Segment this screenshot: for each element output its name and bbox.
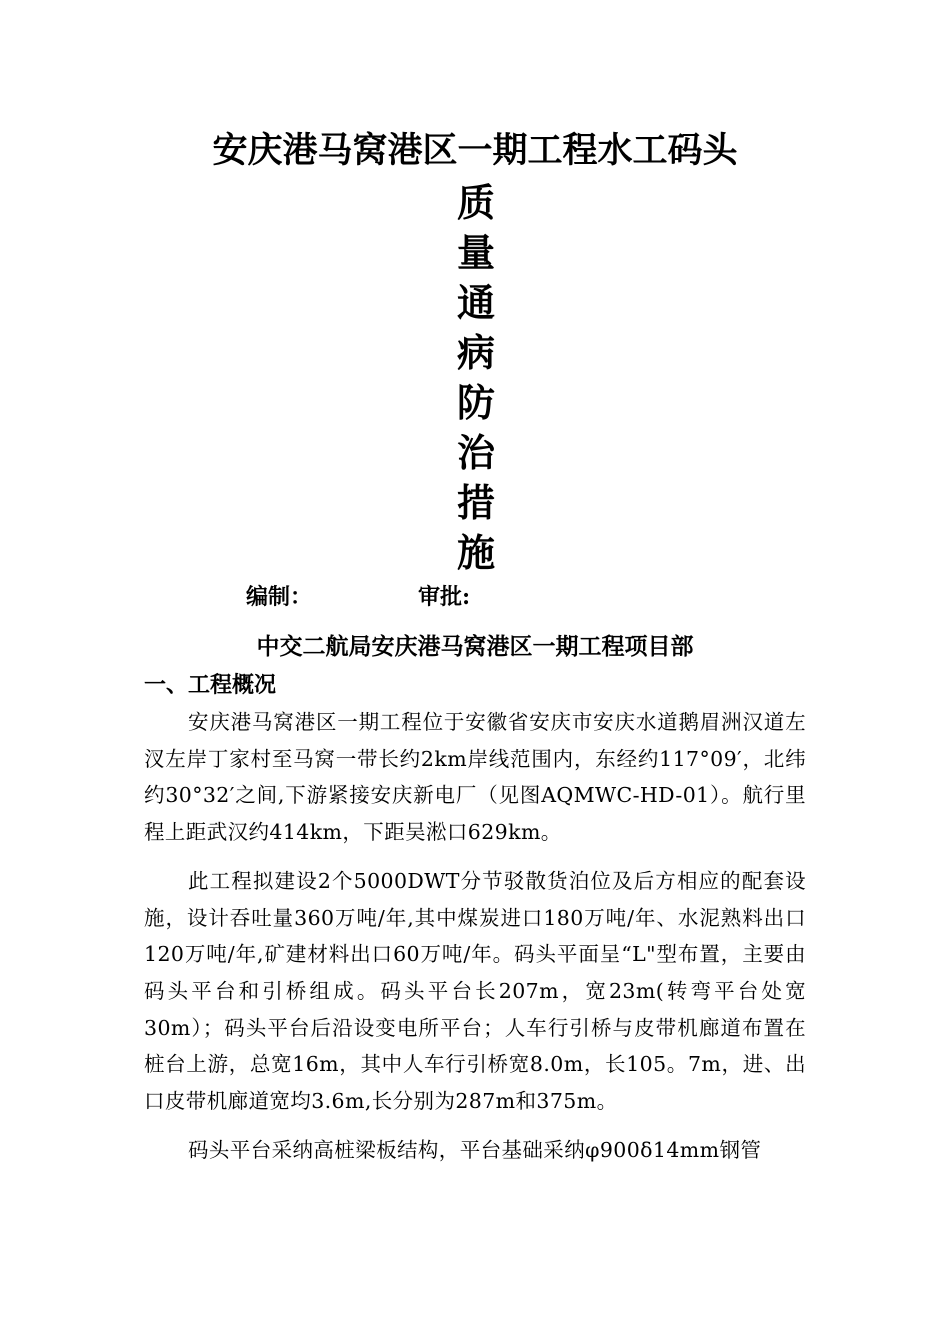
approver-label: 审批: xyxy=(418,584,471,610)
section-heading: 一、工程概况 xyxy=(144,672,277,698)
paragraph: 此工程拟建设2个5000DWT分节驳散货泊位及后方相应的配套设施，设计吞吐量360万吨/年,其中煤炭进口180万吨/年、水泥熟料出口120万吨/年,矿建材料出口60万吨/年。码头平面呈“L"型布置，主要由码头平台和引桥组成。码头平台长207m，宽23m(转弯平台处宽30m）；码头平台后沿设变电所平台；人车行引桥与皮带机廊道布置在桩台上游，总宽16m，其中人车行引桥宽8.0m，长105。7m，进、出口皮带机廊道宽均3.6m,长分别为287m和375m。 xyxy=(144,868,806,1114)
body-text xyxy=(144,704,806,1168)
document-title: 安庆港马窝港区一期工程水工码头 xyxy=(212,130,738,171)
organization-name: 中交二航局安庆港马窝港区一期工程项目部 xyxy=(256,633,694,660)
compiler-label: 编制： xyxy=(246,584,313,610)
vertical-title-char: 施 xyxy=(456,530,495,575)
vertical-title-char: 措 xyxy=(456,480,495,525)
signature-row xyxy=(246,582,471,612)
paragraph: 码头平台采纳高桩梁板结构，平台基础采纳φ900δ14mm钢管 xyxy=(188,1137,762,1162)
vertical-title-char: 通 xyxy=(456,280,495,325)
vertical-title-char: 量 xyxy=(456,230,495,275)
vertical-title-char: 治 xyxy=(456,430,495,475)
vertical-title-char: 质 xyxy=(456,180,495,225)
vertical-subtitle xyxy=(452,178,500,578)
vertical-title-char: 防 xyxy=(456,380,495,425)
vertical-title-char: 病 xyxy=(456,330,495,375)
paragraph: 安庆港马窝港区一期工程位于安徽省安庆市安庆水道鹅眉洲汉道左汊左岸丁家村至马窝一带长约2km岸线范围内，东经约117°09′，北纬约30°32′之间,下游紧接安庆新电厂（见图AQMWC-HD-01）。航行里程上距武汉约414km，下距吴淞口629km。 xyxy=(144,710,806,845)
